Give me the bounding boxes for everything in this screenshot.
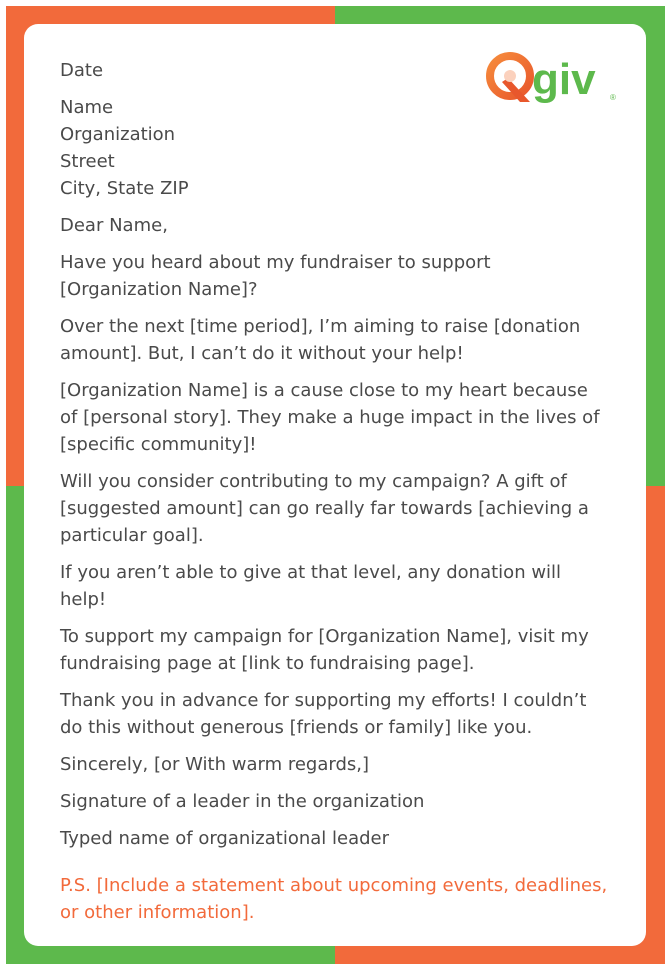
paragraph-1: Have you heard about my fundraiser to support [Organization Name]? <box>60 252 491 300</box>
closing: Sincerely, [or With warm regards,] <box>60 754 369 775</box>
address-block <box>60 94 610 202</box>
address-organization: Organization <box>60 124 176 145</box>
paragraph-4: Will you consider contributing to my campaign? A gift of [suggested amount] can go really far towards [achieving a particular goal]. <box>60 471 589 546</box>
letter-card <box>24 24 646 946</box>
address-city-state-zip: City, State ZIP <box>60 178 189 199</box>
address-name: Name <box>60 97 114 118</box>
paragraph-2: Over the next [time period], I’m aiming to raise [donation amount]. But, I can’t do it without your help! <box>60 316 581 364</box>
postscript: P.S. [Include a statement about upcoming events, deadlines, or other information]. <box>60 875 608 923</box>
typed-name-line: Typed name of organizational leader <box>60 828 390 849</box>
qgiv-logo <box>486 48 620 106</box>
date-line: Date <box>60 60 104 81</box>
paragraph-6: To support my campaign for [Organization Name], visit my fundraising page at [link to fundraising page]. <box>60 626 589 674</box>
logo-registered-mark: ® <box>610 93 616 102</box>
paragraph-7: Thank you in advance for supporting my efforts! I couldn’t do this without generous [friends or family] like you. <box>60 690 587 738</box>
address-street: Street <box>60 151 115 172</box>
paragraph-5: If you aren’t able to give at that level, any donation will help! <box>60 562 562 610</box>
paragraph-3: [Organization Name] is a cause close to my heart because of [personal story]. They make a huge impact in the lives of [specific community]! <box>60 380 600 455</box>
qgiv-logo-icon <box>486 48 620 106</box>
logo-wordmark: giv <box>532 55 596 104</box>
signature-line: Signature of a leader in the organization <box>60 791 425 812</box>
salutation: Dear Name, <box>60 215 168 236</box>
